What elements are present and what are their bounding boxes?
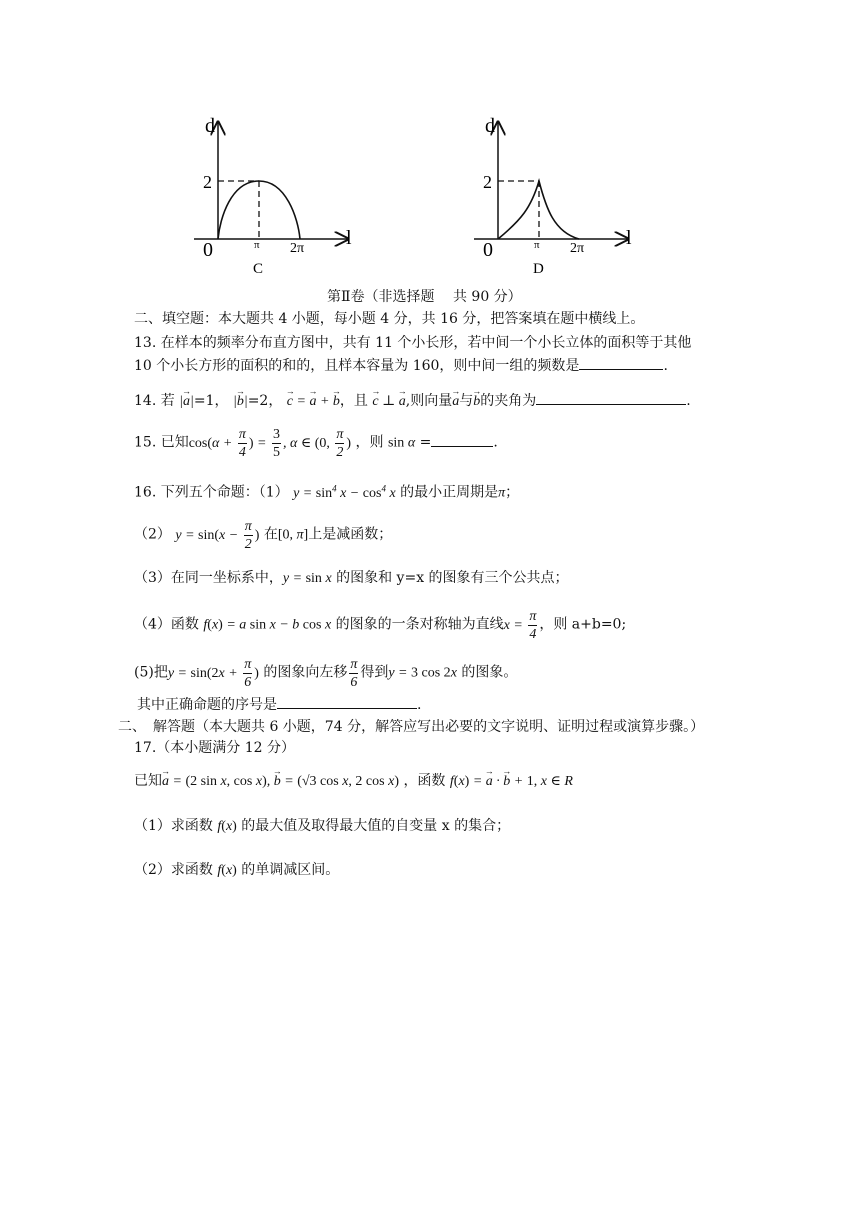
- graph-c: [186, 108, 376, 280]
- origin-label: 0: [203, 239, 213, 261]
- curve: [498, 181, 579, 239]
- q13-line2: 10 个小长方形的面积的和的，且样本容量为 160，则中间一组的频数是 .: [134, 355, 668, 376]
- q13-line1: 13. 在样本的频率分布直方图中，共有 11 个小长形，若中间一个小长立体的面积等于其他: [134, 335, 692, 351]
- x-axis-label: l: [626, 227, 632, 249]
- graph-label: C: [253, 261, 264, 277]
- q16-2: （2） y = sin(x − $\frac{\pi}{2}$ ) 在[0, π]上是减函数；: [134, 519, 393, 552]
- q16-answer: 其中正确命题的序号是 .: [137, 694, 421, 715]
- solve-section-header: 二、 解答题（本大题共 6 小题，74 分，解答应写出必要的文字说明、证明过程或演算步骤。）: [118, 719, 705, 735]
- x-tick-2pi: 2π: [570, 241, 585, 256]
- x-tick-pi: π: [254, 239, 260, 251]
- y-tick-label: 2: [483, 172, 492, 192]
- q16-4: （4）函数 f(x) = a sin x − b cos x 的图象的一条对称轴为直线x = $\frac{\pi}{4}$ ，则 a+b=0;: [134, 609, 627, 642]
- fill-section-header: 二、填空题：本大题共 4 小题，每小题 4 分，共 16 分，把答案填在题中横线上。: [134, 311, 645, 327]
- x-axis-label: l: [346, 227, 352, 249]
- graph-d: [466, 108, 656, 280]
- x-tick-pi: π: [534, 239, 540, 251]
- graph-label: D: [533, 261, 544, 277]
- q17-given: 已知→ a = (2 sin x, cos x), → b = (√3 cos x, 2 cos x) ，函数 f(x) = → a · → b + 1, x ∈ R: [134, 771, 573, 792]
- x-tick-2pi: 2π: [290, 241, 305, 256]
- y-axis-label: d: [205, 115, 215, 137]
- y-tick-label: 2: [203, 172, 212, 192]
- section-title: 第Ⅱ卷（非选择题 共 90 分）: [327, 289, 522, 305]
- q15: 15. 已知cos(α + $\frac{\pi}{4}$ ) = $\frac{3}{5}$ , α ∈ (0, $\frac{\pi}{2}$ ) ，则 sin α = .: [134, 427, 498, 460]
- curve: [218, 181, 300, 239]
- q16-intro: 16. 下列五个命题：（1） $y = \sin^4 x - \cos^4 x$ 的最小正周期是π；: [134, 483, 520, 501]
- y-axis-label: d: [485, 115, 495, 137]
- q17-title: 17.（本小题满分 12 分）: [134, 740, 295, 756]
- origin-label: 0: [483, 239, 493, 261]
- q17-part2: （2）求函数 f(x) 的单调减区间。: [134, 862, 340, 878]
- q14: 14. 若 |→ a|=1， |→ b|=2， → c = → a + → b，且 → c ⊥ → a,则向量→ a与→ b的夹角为 .: [134, 390, 691, 412]
- q17-part1: （1）求函数 f(x) 的最大值及取得最大值的自变量 x 的集合；: [134, 818, 511, 834]
- q16-5: (5)把y = sin(2x + $\frac{\pi}{6}$ ) 的图象向左移 $\frac{\pi}{6}$ 得到y = 3 cos 2x 的图象。: [134, 657, 518, 690]
- q16-3: （3）在同一坐标系中，y = sin x 的图象和 y=x 的图象有三个公共点；: [134, 570, 569, 586]
